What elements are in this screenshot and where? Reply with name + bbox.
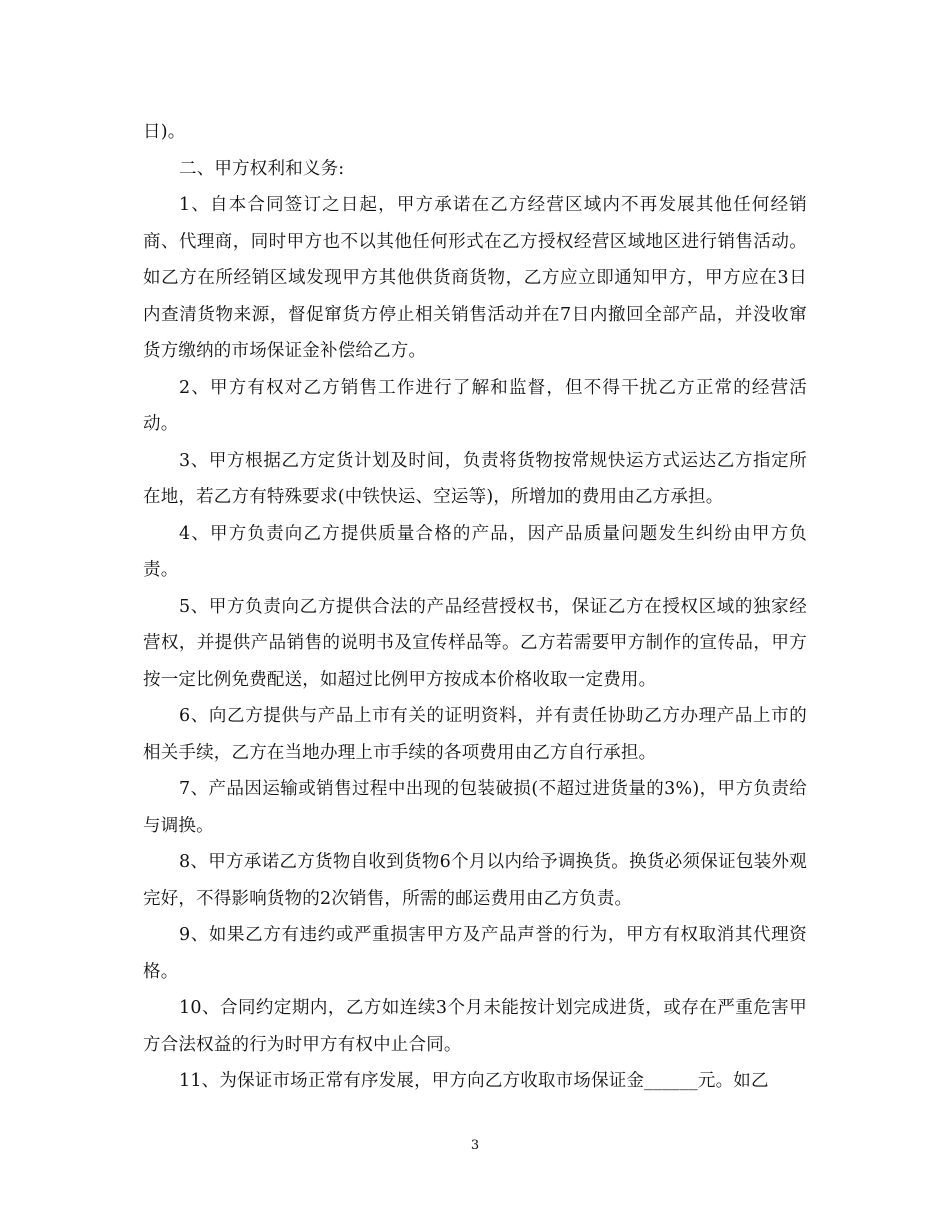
clause-5: 5、甲方负责向乙方提供合法的产品经营授权书，保证乙方在授权区域的独家经营权，并提供产品销售的说明书及宣传样品等。乙方若需要甲方制作的宣传品，甲方按一定比例免费配送，如超过比例甲方按成本价格收取一定费用。 xyxy=(143,596,807,690)
clause-4: 4、甲方负责向乙方提供质量合格的产品，因产品质量问题发生纠纷由甲方负责。 xyxy=(143,523,807,580)
clause-6: 6、向乙方提供与产品上市有关的证明资料，并有责任协助乙方办理产品上市的相关手续，乙方在当地办理上市手续的各项费用由乙方自行承担。 xyxy=(143,706,807,763)
clause-8: 8、甲方承诺乙方货物自收到货物6个月以内给予调换货。换货必须保证包装外观完好，不得影响货物的2次销售，所需的邮运费用由乙方负责。 xyxy=(143,852,807,909)
clause-1: 1、自本合同签订之日起，甲方承诺在乙方经营区域内不再发展其他任何经销商、代理商，同时甲方也不以其他任何形式在乙方授权经营区域地区进行销售活动。如乙方在所经销区域发现甲方其他供货商货物，乙方应立即通知甲方，甲方应在3日内查清货物来源，督促窜货方停止相关销售活动并在7日内撤回全部产品，并没收窜货方缴纳的市场保证金补偿给乙方。 xyxy=(143,195,807,361)
clause-3: 3、甲方根据乙方定货计划及时间，负责将货物按常规快运方式运达乙方指定所在地，若乙方有特殊要求(中铁快运、空运等)，所增加的费用由乙方承担。 xyxy=(143,450,807,507)
clause-2: 2、甲方有权对乙方销售工作进行了解和监督，但不得干扰乙方正常的经营活动。 xyxy=(143,377,807,434)
document-body xyxy=(143,114,807,1100)
clause-9: 9、如果乙方有违约或严重损害甲方及产品声誉的行为，甲方有权取消其代理资格。 xyxy=(143,925,807,982)
clause-10: 10、合同约定期内，乙方如连续3个月未能按计划完成进货，或存在严重危害甲方合法权益的行为时甲方有权中止合同。 xyxy=(143,998,807,1055)
page-number: 3 xyxy=(470,1138,480,1153)
paragraph-continuation: 日)。 xyxy=(143,122,186,142)
section-heading-party-a-rights: 二、甲方权利和义务: xyxy=(179,158,345,179)
clause-7: 7、产品因运输或销售过程中出现的包装破损(不超过进货量的3%)，甲方负责给与调换。 xyxy=(143,779,807,836)
clause-11: 11、为保证市场正常有序发展，甲方向乙方收取市场保证金______元。如乙 xyxy=(179,1071,769,1091)
